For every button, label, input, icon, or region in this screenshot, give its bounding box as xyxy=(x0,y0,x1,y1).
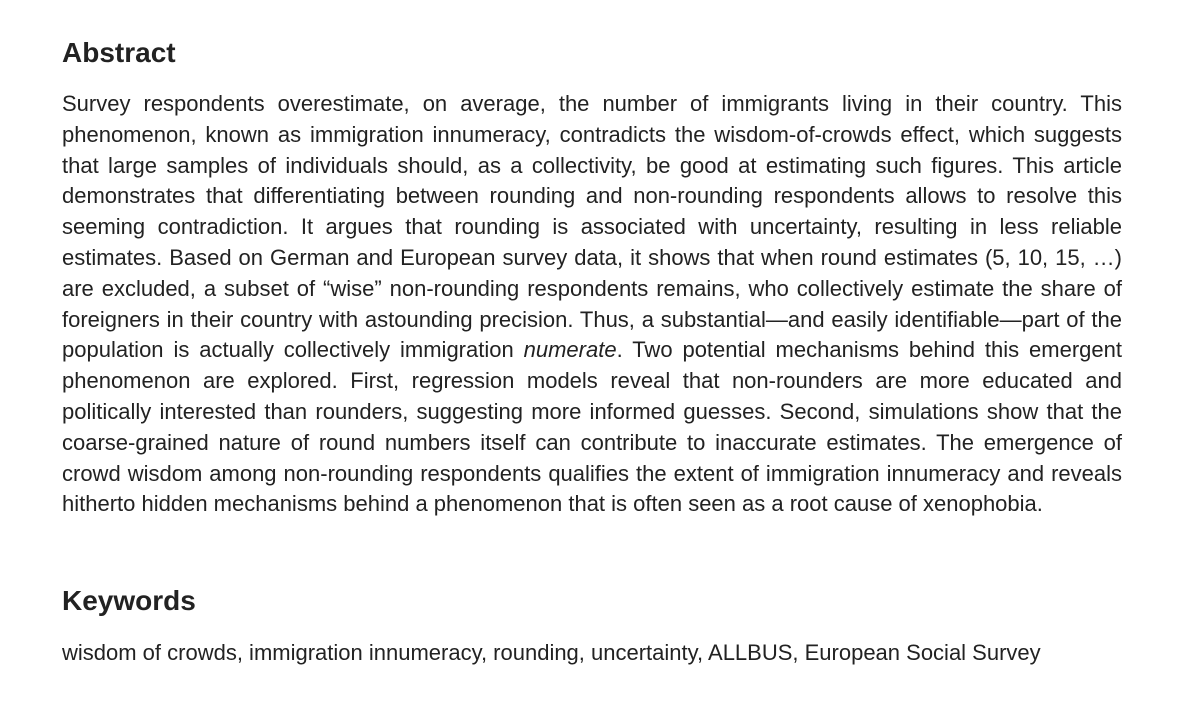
abstract-text-part2: . Two potential mechanisms behind this emergent phenomenon are explored. First, regression models reveal that non-rounders are more educated and politically interested than rounders, suggesting more informed guesses. Second, simulations show that the coarse-grained nature of round numbers itself can contribute to inaccurate estimates. The emergence of crowd wisdom among non-rounding respondents qualifies the extent of immigration innumeracy and reveals hitherto hidden mechanisms behind a phenomenon that is often seen as a root cause of xenophobia. xyxy=(62,337,1122,517)
abstract-heading: Abstract xyxy=(62,37,176,68)
abstract-text xyxy=(62,89,1122,520)
keywords-text: wisdom of crowds, immigration innumeracy, rounding, uncertainty, ALLBUS, European Social Survey xyxy=(62,640,1041,665)
keywords-heading: Keywords xyxy=(62,585,196,616)
abstract-text-emphasis: numerate xyxy=(523,337,617,363)
abstract-text-part1: Survey respondents overestimate, on average, the number of immigrants living in their country. This phenomenon, known as immigration innumeracy, contradicts the wisdom-of-crowds effect, which suggests that large samples of individuals should, as a collectivity, be good at estimating such figures. This article demonstrates that differentiating between rounding and non-rounding respondents allows to resolve this seeming contradiction. It argues that rounding is associated with uncertainty, resulting in less reliable estimates. Based on German and European survey data, it shows that when round estimates (5, 10, 15, …) are excluded, a subset of “wise” non-rounding respondents remains, who collectively estimate the share of foreigners in their country with astounding precision. Thus, a substantial—and easily identifiable—part of the population is actually collectively immigration xyxy=(62,91,1122,363)
